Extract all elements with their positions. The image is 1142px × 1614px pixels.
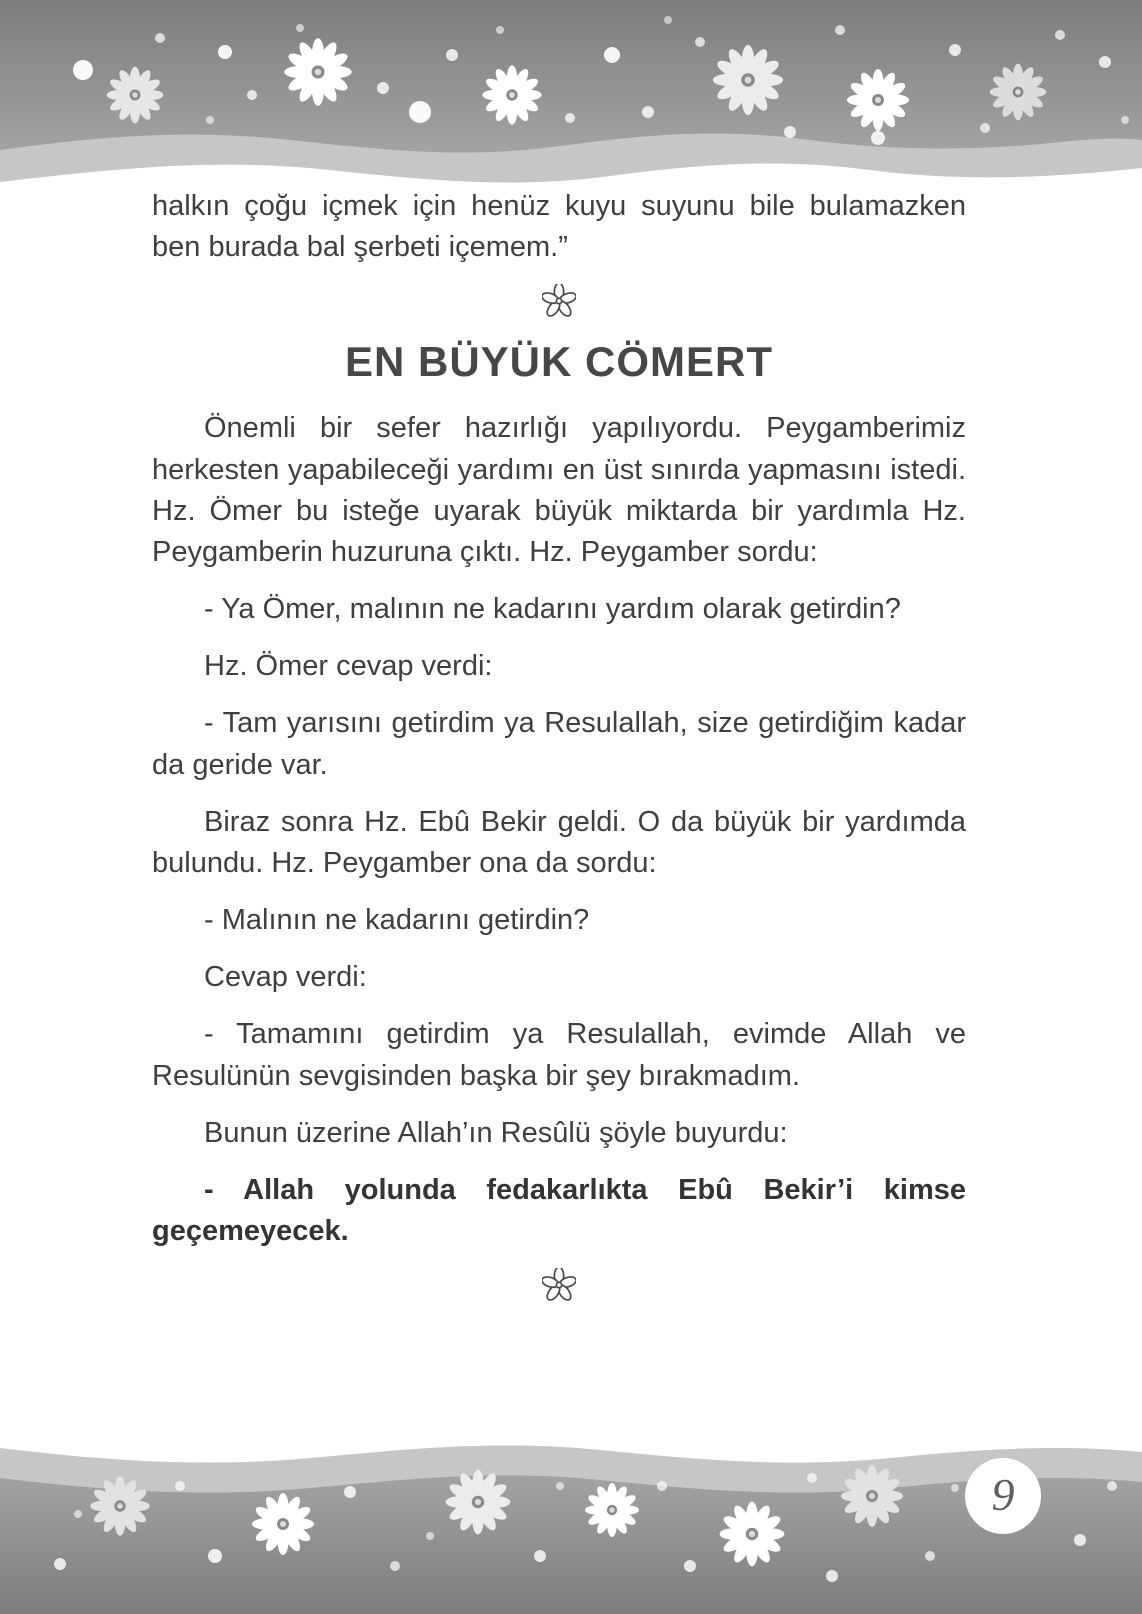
story-paragraph: Bunun üzerine Allah’ın Resûlü şöyle buyurdu: [204,1116,788,1149]
top-decoration-band [0,0,1142,210]
intro-paragraph: halkın çoğu içmek için henüz kuyu suyunu bile bulamazken ben burada bal şerbeti içemem.” [152,190,966,264]
top-dark-wave [0,0,1142,153]
story-paragraph-emphasis: - Allah yolunda fedakarlıkta Ebû Bekir’i kimse geçemeyecek. [152,1173,966,1248]
story-paragraph: Hz. Ömer cevap verdi: [204,650,493,683]
page-number: 9 [991,1468,1015,1520]
story-paragraph: - Ya Ömer, malının ne kadarını yardım olarak getirdin? [204,593,901,626]
page-number-badge [965,1458,1041,1534]
story-paragraph: Biraz sonra Hz. Ebû Bekir geldi. O da büyük bir yardımda bulundu. Hz. Peygamber ona da sordu: [152,805,966,879]
story-paragraph: - Malının ne kadarını getirdin? [204,904,590,937]
story-paragraph: Cevap verdi: [204,961,367,994]
flower-divider-top [152,284,966,318]
story-content [152,186,966,1312]
flower-ornament-icon [542,284,576,318]
story-paragraph: Önemli bir sefer hazırlığı yapılıyordu. Peygamberimiz herkesten yapabileceği yardımı en üst sınırda yapmasını istedi. Hz. Ömer bu isteğe uyarak büyük miktarda bir yardımla Hz. Peygamberin huzuruna çıktı. Hz. Peygamber sordu: [152,412,966,568]
story-paragraph: - Tam yarısını getirdim ya Resulallah, size getirdiğim kadar da geride var. [152,707,966,781]
flower-divider-bottom [152,1268,966,1302]
story-paragraph: - Tamamını getirdim ya Resulallah, evimde Allah ve Resulünün sevgisinden başka bir şey bırakmadım. [152,1018,966,1092]
story-title: EN BÜYÜK CÖMERT [344,338,773,386]
flower-ornament-icon [542,1268,576,1302]
